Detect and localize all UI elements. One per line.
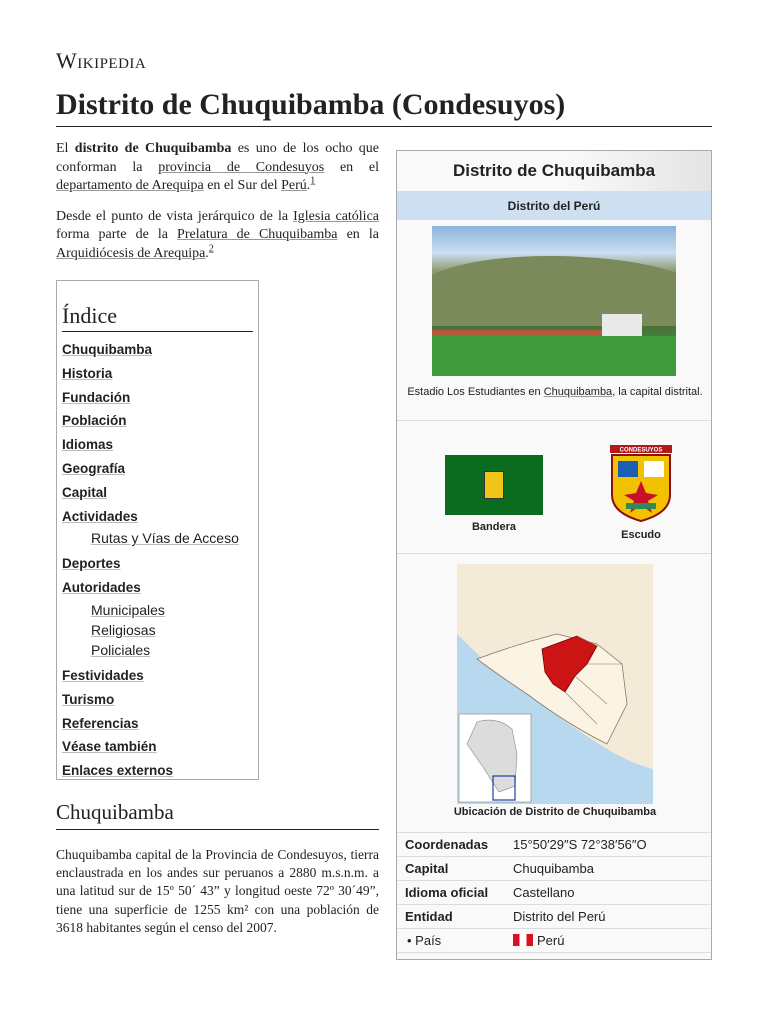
text: en el <box>324 159 379 175</box>
link-departamento[interactable]: departamento de Arequipa <box>56 178 204 193</box>
table-of-contents <box>56 280 259 780</box>
link-peru[interactable]: Perú <box>281 178 307 193</box>
infobox-row <box>397 857 711 881</box>
infobox-row-value[interactable] <box>513 929 564 952</box>
toc-item[interactable]: Población <box>62 413 127 429</box>
section-body: Chuquibamba capital de la Provincia de Condesuyos, tierra enclaustrada en los andes sur peruanos a 2880 m.s.n.m. a una latitud sur de 15º 50´ 43” y longitud oeste 72º 30´49”, tiene una superficie de 1255 km² con una población de 3618 habitantes según el censo del 2007. <box>56 847 379 935</box>
bold-term: distrito de Chuquibamba <box>74 141 232 156</box>
link-prelatura[interactable]: Prelatura de Chuquibamba <box>177 227 338 242</box>
country-name[interactable]: Perú <box>537 933 565 948</box>
infobox-title: Distrito de Chuquibamba <box>397 151 711 192</box>
text: en la <box>337 227 379 242</box>
toc-item[interactable]: Autoridades <box>62 580 141 596</box>
intro <box>56 140 379 275</box>
infobox-row <box>397 905 711 929</box>
toc-item[interactable]: Historia <box>62 365 113 381</box>
svg-text:CONDESUYOS: CONDESUYOS <box>619 447 663 454</box>
toc-item[interactable]: Religiosas <box>91 621 156 638</box>
text: El <box>56 141 75 156</box>
toc-list <box>62 338 253 783</box>
link-provincia[interactable]: provincia de Condesuyos <box>158 159 325 175</box>
toc-item[interactable]: Referencias <box>62 715 139 731</box>
section-heading-chuquibamba: Chuquibamba <box>56 800 379 830</box>
photo-caption <box>407 383 703 402</box>
reference-1[interactable]: 1 <box>310 175 316 187</box>
toc-item[interactable]: Capital <box>62 484 108 500</box>
infobox-subtitle[interactable]: Distrito del Perú <box>397 192 711 220</box>
infobox-row <box>397 881 711 905</box>
toc-item[interactable]: Idiomas <box>62 437 114 453</box>
toc-heading: Índice <box>62 303 253 332</box>
coat-of-arms[interactable] <box>608 445 674 523</box>
flag-label: Bandera <box>471 521 517 533</box>
infobox-rows <box>397 833 711 953</box>
toc-item[interactable]: Enlaces externos <box>62 763 174 779</box>
infobox-row-key: Capital <box>405 861 449 876</box>
page-title: Distrito de Chuquibamba (Condesuyos) <box>56 86 712 127</box>
infobox-row-key: Coordenadas <box>405 837 489 852</box>
infobox-photo-cell <box>397 220 711 421</box>
infobox-row-value[interactable]: Chuquibamba <box>513 861 594 876</box>
text: . <box>306 178 311 193</box>
toc-item[interactable]: Actividades <box>62 508 138 524</box>
shield-label: Escudo <box>621 529 661 541</box>
caption-text: Estadio Los Estudiantes en <box>407 386 544 398</box>
toc-item[interactable]: Turismo <box>62 691 115 707</box>
text: . <box>205 245 209 261</box>
text: en el Sur del <box>203 178 282 193</box>
toc-item[interactable]: Chuquibamba <box>62 342 152 357</box>
wikipedia-wordmark[interactable]: Wikipedia <box>56 48 147 73</box>
link-arquidiocesis[interactable]: Arquidiócesis de Arequipa <box>56 245 206 261</box>
infobox <box>396 150 712 960</box>
infobox-row-value: Castellano <box>513 885 575 900</box>
toc-item[interactable]: Geografía <box>62 460 126 476</box>
infobox-row-key: Entidad <box>405 909 453 924</box>
infobox-row-value[interactable]: 15°50′29″S 72°38′56″O <box>513 837 647 852</box>
toc-item[interactable]: Deportes <box>62 556 121 572</box>
infobox-row-key[interactable]: • País <box>407 933 442 948</box>
intro-paragraph-1 <box>56 140 379 196</box>
caption-link-chuquibamba[interactable]: Chuquibamba <box>543 386 613 398</box>
text: Desde el punto de vista jerárquico de la <box>56 208 294 224</box>
intro-paragraph-2 <box>56 208 379 264</box>
toc-item[interactable]: Festividades <box>62 667 144 683</box>
infobox-row-value[interactable]: Distrito del Perú <box>513 909 606 924</box>
text: es uno de los ocho que conforman la <box>56 141 379 175</box>
toc-item[interactable]: Véase también <box>62 739 157 755</box>
reference-2[interactable]: 2 <box>208 242 214 254</box>
toc-item[interactable]: Rutas y Vías de Acceso <box>91 530 239 547</box>
infobox-map-cell <box>397 554 711 833</box>
stadium-photo[interactable] <box>432 226 676 376</box>
infobox-row-key: Idioma oficial <box>405 885 489 900</box>
toc-item[interactable]: Policiales <box>91 641 151 658</box>
link-iglesia[interactable]: Iglesia católica <box>293 208 380 224</box>
infobox-row <box>397 833 711 857</box>
location-map[interactable] <box>457 564 653 804</box>
infobox-symbols <box>397 421 711 554</box>
map-caption: Ubicación de Distrito de Chuquibamba <box>453 806 657 818</box>
district-flag[interactable] <box>445 455 543 515</box>
peru-flag-icon <box>513 934 533 946</box>
text: forma parte de la <box>56 227 178 242</box>
toc-item[interactable]: Fundación <box>62 389 131 405</box>
toc-item[interactable]: Municipales <box>91 601 165 618</box>
infobox-row <box>397 929 711 953</box>
caption-text: , la capital distrital. <box>612 386 703 398</box>
